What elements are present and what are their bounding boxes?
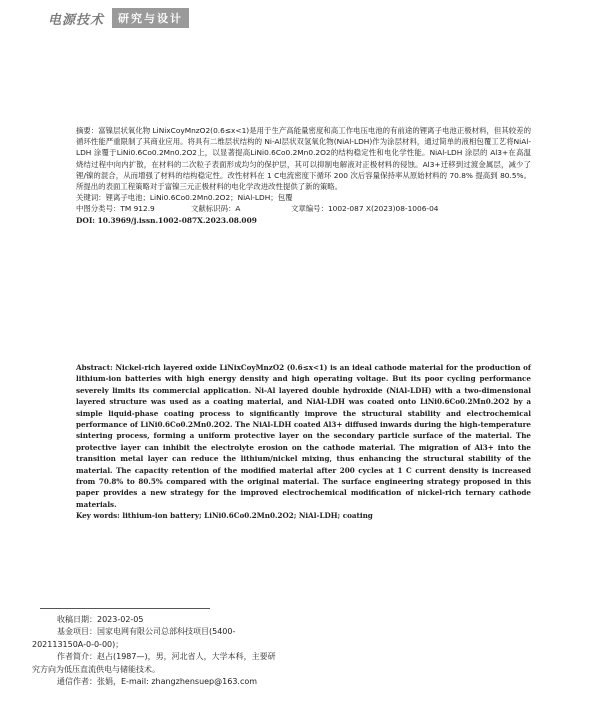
corresponding-author: 通信作者：张娟，E-mail: zhangzhensuep@163.com	[57, 677, 258, 687]
footnotes	[32, 614, 297, 688]
clc-number: 中图分类号：TM 912.9	[76, 204, 155, 214]
chinese-keywords: 关键词：锂离子电池；LiNi0.6Co0.2Mn0.2O2；NiAl-LDH；包覆	[76, 193, 293, 203]
footnote-divider	[40, 608, 210, 609]
article-number: 文章编号：1002-087 X(2023)08-1006-04	[291, 204, 439, 214]
doi: DOI: 10.3969/j.issn.1002-087X.2023.08.009	[76, 215, 257, 225]
chinese-abstract-block	[76, 125, 531, 226]
section-tab: 研究与设计	[112, 8, 189, 28]
journal-name: 电源技术	[48, 12, 105, 28]
english-abstract-block	[76, 362, 531, 522]
received-date: 收稿日期：2023-02-05	[57, 615, 144, 624]
page-header	[48, 8, 189, 28]
author-line-1: 作者简介：赵占(1987—)，男，河北省人，大学本科，主要研	[57, 652, 276, 662]
english-abstract: Abstract: Nickel-rich layered oxide LiNixCoyMnzO2 (0.6≤x<1) is an ideal cathode material for the production of lithium-ion batteries with high energy density and high operating voltage. But its poor cycling performance severely limits its commercial application. Ni-Al layered double hydroxide (NiAl-LDH) with a two-dimensional layered structure was used as a coating material, and NiAl-LDH was coated onto LiNi0.6Co0.2Mn0.2O2 by a simple liquid-phase coating process to significantly improve the structural stability and electrochemical performance of LiNi0.6Co0.2Mn0.2O2. The NiAl-LDH coated Al3+ diffused inwards during the high-temperature sintering process, forming a uniform protective layer on the secondary particle surface of the material. The protective layer can inhibit the electrolyte erosion on the cathode material. The migration of Al3+ into the transition metal layer can reduce the lithium/nickel mixing, thus enhancing the structural stability of the material. The capacity retention of the modified material after 200 cycles at 1 C current density is increased from 70.8% to 80.5% compared with the original material. The surface engineering strategy proposed in this paper provides a new strategy for the improved electrochemical modification of nickel-rich ternary cathode materials.	[76, 363, 531, 509]
fund-line-2: 202113150A-0-0-00)；	[32, 639, 124, 649]
fund-line-1: 基金项目：国家电网有限公司总部科技项目(5400-	[57, 627, 236, 637]
classification-row	[76, 203, 531, 214]
chinese-abstract: 摘要：富镍层状氧化物 LiNixCoyMnzO2(0.6≤x<1)是用于生产高能量密度和高工作电压电池的有前途的锂离子电池正极材料，但其较差的循环性能严重限制了其商业应用。将具有二维层状结构的 Ni-Al层状双氢氧化物(NiAl-LDH)作为涂层材料，通过简单的液相包覆工艺将NiAl-LDH 涂覆于LiNi0.6Co0.2Mn0.2O2上，以显著提高LiNi0.6Co0.2Mn0.2O2的结构稳定性和电化学性能。NiAl-LDH 涂层的 Al3+在高温烧结过程中向内扩散，在材料的二次粒子表面形成均匀的保护层，其可以抑制电解液对正极材料的侵蚀。Al3+迁移到过渡金属层，减少了锂/镍的混合，从而增强了材料的结构稳定性。改性材料在 1 C电流密度下循环 200 次后容量保持率从原始材料的 70.8% 提高到 80.5%。所提出的表面工程策略对于富镍三元正极材料的电化学改进改性提供了新的策略。	[76, 126, 531, 192]
english-keywords: Key words: lithium-ion battery; LiNi0.6Co0.2Mn0.2O2; NiAl-LDH; coating	[76, 511, 373, 521]
author-line-2: 究方向为低压直流供电与储能技术。	[32, 664, 160, 674]
document-code: 文献标识码：A	[191, 204, 241, 214]
